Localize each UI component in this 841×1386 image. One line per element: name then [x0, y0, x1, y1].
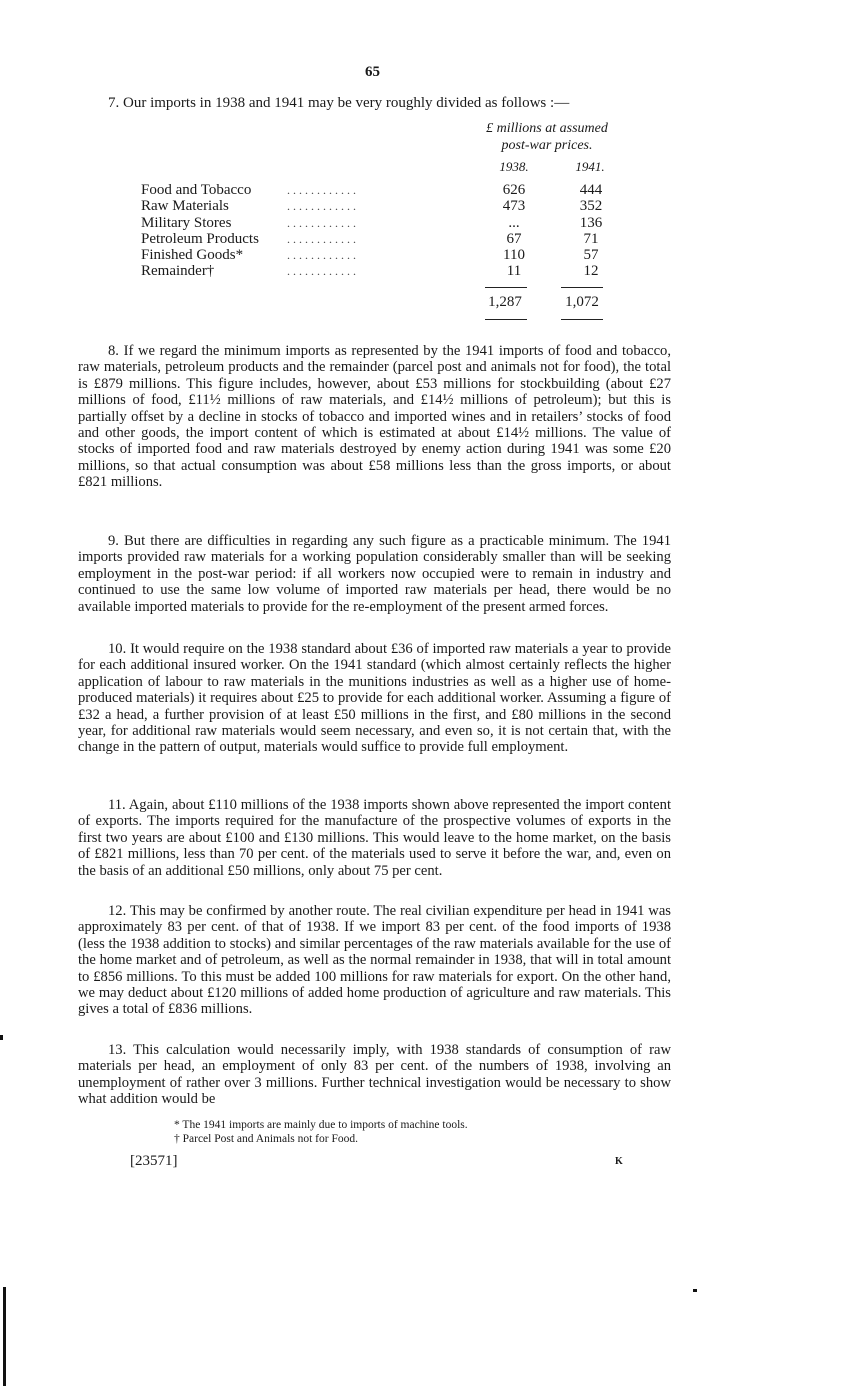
table-row	[141, 182, 621, 198]
paragraph-12: 12. This may be confirmed by another route. The real civilian expenditure per head in 1941 was approximately 83 per cent. of that of 1938. If we import 83 per cent. of the food imports of 1938 (less the 1938 addition to stocks) and similar percentages of the raw materials available for the use of the home market and of petroleum, as well as the normal remainder in 1938, that will in total amount to £856 millions. To this must be added 100 millions for raw materials for export. On the other hand, we may deduct about £120 millions of added home production of agriculture and raw materials. This gives a total of £836 millions.	[78, 903, 671, 1018]
row-label: Remainder†	[141, 263, 215, 279]
value-1941: 57	[583, 247, 599, 263]
row-leader: . . . . . . . . . . . .	[287, 199, 356, 213]
total-1938: 1,287	[488, 294, 522, 310]
table-row	[141, 198, 621, 214]
table-row	[141, 231, 621, 247]
paragraph-10: 10. It would require on the 1938 standard about £36 of imported raw materials a year to provide for each additional insured worker. On the 1941 standard (which almost certainly reflects the higher application of labour to raw materials in the munitions industries as well as a higher use of home-produced materials) it requires about £25 to provide for each additional worker. Assuming a figure of £32 a head, a further provision of at least £50 millions in the first, and £80 millions in the second year, for additional raw materials would seem necessary, and even so, it is not certain that, with the change in the pattern of output, materials would suffice to provide full employment.	[78, 641, 671, 756]
value-1941: 352	[579, 198, 603, 214]
year-1941-header: 1941.	[575, 159, 605, 174]
footnote-dagger: † Parcel Post and Animals not for Food.	[174, 1133, 358, 1145]
value-1938: 626	[502, 182, 526, 198]
sum-rule-1941	[561, 287, 603, 288]
column-heading-line1: £ millions at assumed	[486, 121, 608, 136]
scan-mark	[693, 1289, 697, 1292]
value-1938: 110	[503, 247, 525, 263]
intro-line: 7. Our imports in 1938 and 1941 may be very roughly divided as follows :—	[108, 95, 570, 111]
row-label: Food and Tobacco	[141, 182, 252, 198]
sheet-number: [23571]	[130, 1153, 178, 1169]
paragraph-13: 13. This calculation would necessarily imply, with 1938 standards of consumption of raw materials per head, an employment of only 83 per cent. of the numbers of 1938, involving an unemployment of rather over 3 millions. Further technical investigation would be necessary to show what addition would be	[78, 1042, 671, 1108]
total-rule-1938	[485, 319, 527, 320]
footnote-star: * The 1941 imports are mainly due to imports of machine tools.	[174, 1119, 468, 1131]
value-1938: 473	[502, 198, 526, 214]
total-1941: 1,072	[565, 294, 599, 310]
row-label: Raw Materials	[141, 198, 229, 214]
paragraph-9: 9. But there are difficulties in regarding any such figure as a practicable minimum. The 1941 imports provided raw materials for a working population considerably smaller than will be seeking employment in the post-war period: if all workers now occupied were to remain in industry and continued to use the same low volume of imported raw materials per head, there would be no available imported materials to provide for the re-employment of the present armed forces.	[78, 533, 671, 615]
value-1938: ...	[508, 215, 520, 231]
value-1941: 12	[583, 263, 599, 279]
table-row	[141, 215, 621, 231]
table-row	[141, 247, 621, 263]
scan-mark	[0, 1035, 3, 1040]
row-leader: . . . . . . . . . . . .	[287, 216, 356, 230]
row-leader: . . . . . . . . . . . .	[287, 264, 356, 278]
paragraph-8: 8. If we regard the minimum imports as represented by the 1941 imports of food and tobacco, raw materials, petroleum products and the remainder (parcel post and animals not for food), the total is £879 millions. This figure includes, however, about £53 millions for stockbuilding (about £27 millions of food, £11½ millions of raw materials, and £14½ millions of petroleum); but this is partially offset by a decline in stocks of tobacco and imported wines and in retailers’ stocks of food and other goods, the import content of which is estimated at about £14½ millions. The value of stocks of imported food and raw materials destroyed by enemy action during 1941 was some £20 millions, so that actual consumption was about £58 millions less than the gross imports, or about £821 millions.	[78, 343, 671, 491]
scan-mark	[3, 1287, 6, 1386]
year-1938-header: 1938.	[499, 159, 529, 174]
row-label: Finished Goods*	[141, 247, 244, 263]
footnotes	[174, 1118, 468, 1146]
value-1938: 11	[506, 263, 522, 279]
row-leader: . . . . . . . . . . . .	[287, 183, 356, 197]
value-1941: 444	[579, 182, 603, 198]
table-row	[141, 263, 621, 279]
row-label: Military Stores	[141, 215, 232, 231]
signature-mark: K	[615, 1156, 623, 1167]
total-rule-1941	[561, 319, 603, 320]
row-leader: . . . . . . . . . . . .	[287, 248, 356, 262]
value-1938: 67	[506, 231, 522, 247]
sum-rule-1938	[485, 287, 527, 288]
column-heading	[462, 120, 632, 154]
page-number: 65	[365, 64, 380, 80]
row-leader: . . . . . . . . . . . .	[287, 232, 356, 246]
row-label: Petroleum Products	[141, 231, 259, 247]
value-1941: 136	[579, 215, 603, 231]
column-heading-line2: post-war prices.	[501, 138, 593, 153]
paragraph-11: 11. Again, about £110 millions of the 1938 imports shown above represented the import content of exports. The imports required for the manufacture of the prospective volumes of exports in the first two years are about £100 and £130 millions. This would leave to the home market, on the basis of £821 millions, less than 70 per cent. of the materials used to serve it before the war, and, even on the basis of an additional £50 millions, only about 75 per cent.	[78, 797, 671, 879]
value-1941: 71	[583, 231, 599, 247]
